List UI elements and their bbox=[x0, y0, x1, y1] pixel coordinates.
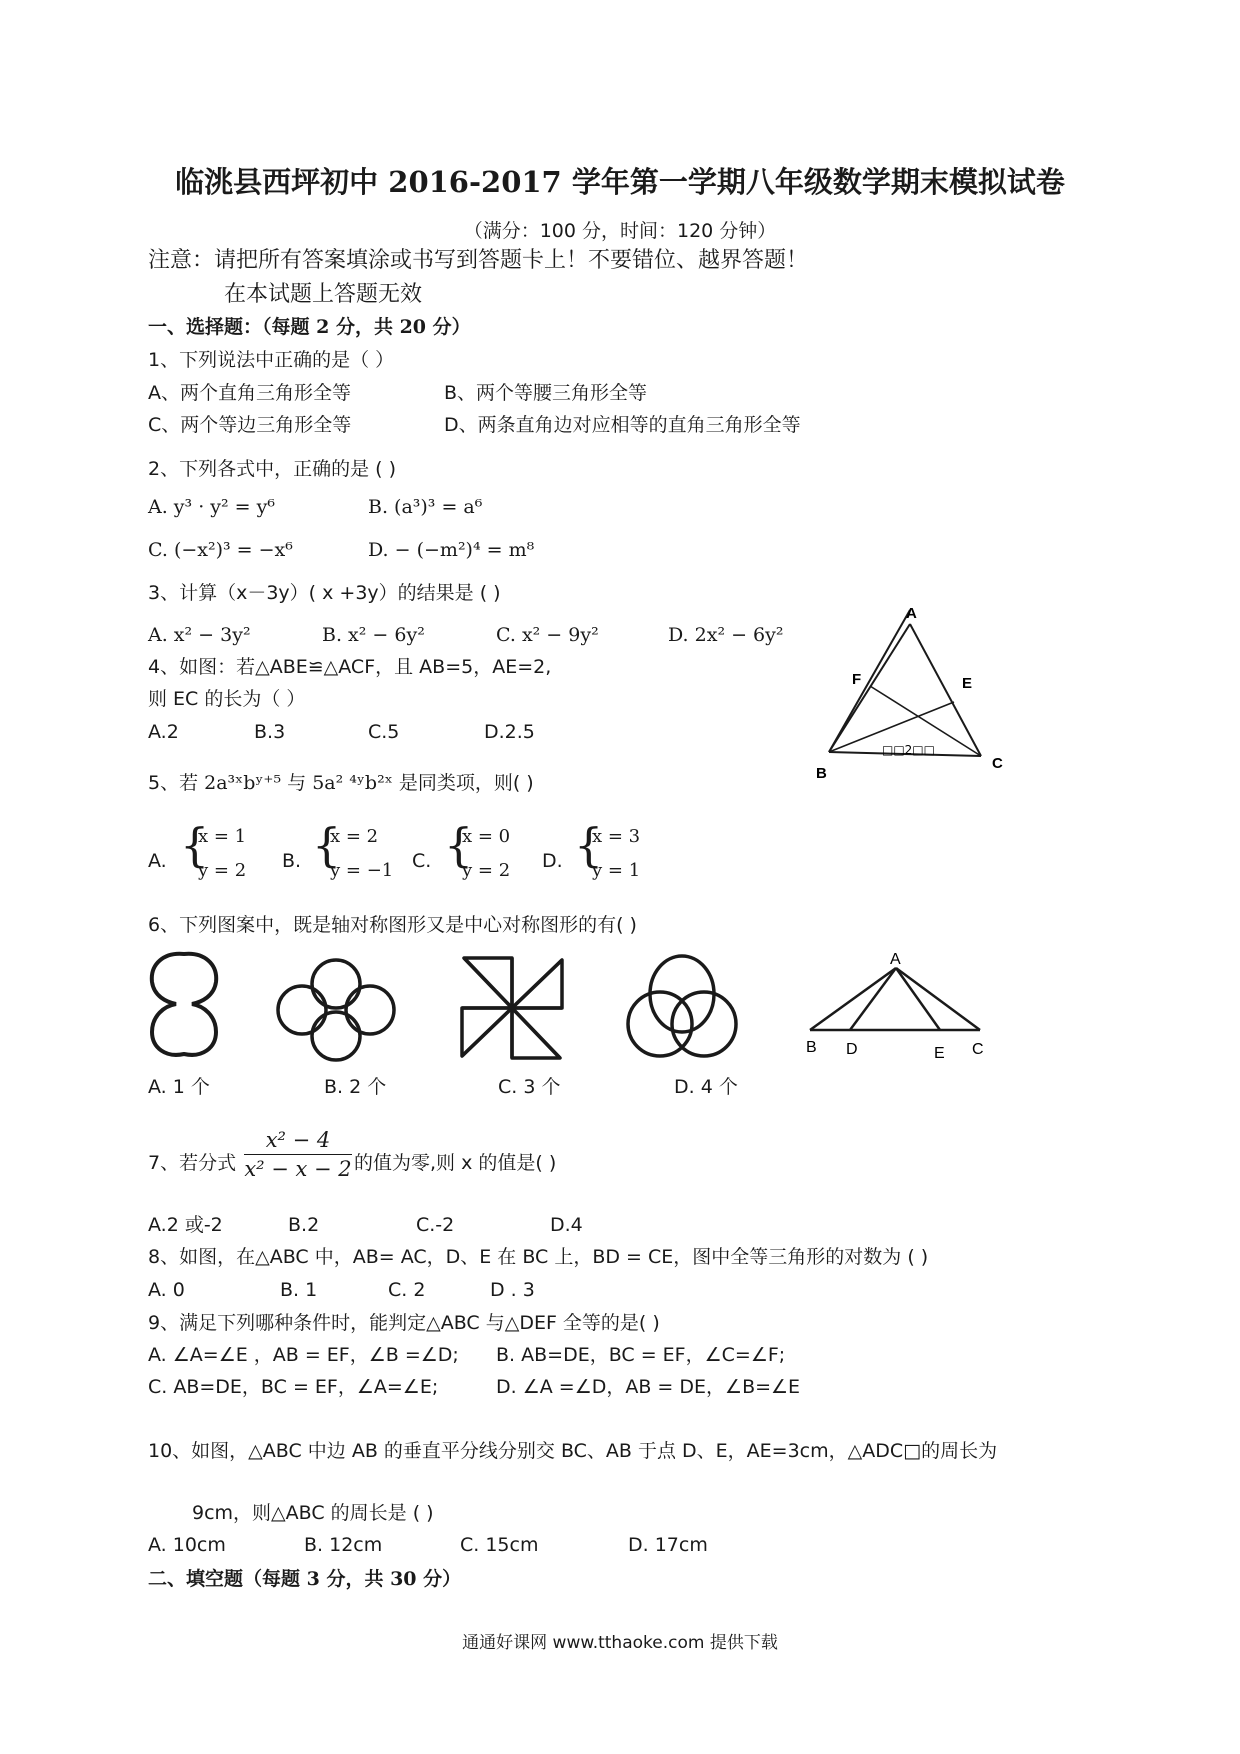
q4-label-c: C bbox=[992, 755, 1003, 772]
q10-option-a: A. 10cm bbox=[148, 1534, 226, 1556]
q8-label-b: B bbox=[806, 1039, 817, 1056]
q9-stem: 9、满足下列哪种条件时，能判定△ABC 与△DEF 全等的是( ) bbox=[148, 1312, 660, 1334]
q5-term-2: 5a² ⁴ʸb²ˣ bbox=[312, 772, 393, 794]
notice-line-2: 在本试题上答题无效 bbox=[224, 282, 423, 307]
q1-stem: 1、下列说法中正确的是（ ） bbox=[148, 349, 395, 371]
q4-option-d: D.2.5 bbox=[484, 721, 535, 743]
q8-option-d: D . 3 bbox=[490, 1279, 535, 1301]
q7-option-b: B.2 bbox=[288, 1214, 320, 1236]
q5-option-c-label: C. bbox=[412, 850, 432, 872]
notice-line-1: 注意：请把所有答案填涂或书写到答题卡上！不要错位、越界答题！ bbox=[148, 248, 809, 273]
q1-option-d: D、两条直角边对应相等的直角三角形全等 bbox=[444, 414, 801, 436]
q7-fraction bbox=[244, 1128, 352, 1181]
q8-option-c: C. 2 bbox=[388, 1279, 426, 1301]
q4-figure-caption: □□2□□ bbox=[882, 743, 935, 757]
q9-option-a: A. ∠A=∠E ，AB = EF，∠B =∠D; bbox=[148, 1344, 459, 1366]
q6-pattern-1 bbox=[146, 948, 222, 1062]
q8-label-c: C bbox=[972, 1041, 984, 1058]
q6-pattern-4 bbox=[622, 950, 742, 1066]
q5-option-c: { x = 0 y = 2 bbox=[444, 818, 511, 881]
q4-option-c: C.5 bbox=[368, 721, 400, 743]
q6-option-c: C. 3 个 bbox=[498, 1076, 561, 1098]
q2-stem: 2、下列各式中，正确的是 ( ) bbox=[148, 458, 396, 480]
q10-option-b: B. 12cm bbox=[304, 1534, 383, 1556]
q4-label-f: F bbox=[852, 671, 862, 688]
q2-option-d: D. − (−m²)⁴ = m⁸ bbox=[368, 539, 535, 561]
q9-option-b: B. AB=DE，BC = EF，∠C=∠F; bbox=[496, 1344, 786, 1366]
q8-label-d: D bbox=[846, 1041, 858, 1058]
q6-pattern-2 bbox=[272, 954, 402, 1066]
q4-triangle-figure bbox=[816, 605, 1020, 782]
q3-option-c: C. x² − 9y² bbox=[496, 624, 599, 646]
q8-option-b: B. 1 bbox=[280, 1279, 318, 1301]
q10-option-d: D. 17cm bbox=[628, 1534, 708, 1556]
q7-denominator: x² − x − 2 bbox=[244, 1157, 352, 1181]
q3-option-b: B. x² − 6y² bbox=[322, 624, 425, 646]
q8-option-a: A. 0 bbox=[148, 1279, 185, 1301]
q6-option-b: B. 2 个 bbox=[324, 1076, 387, 1098]
q3-option-a: A. x² − 3y² bbox=[148, 624, 251, 646]
q5-stem: 5、若 2a³ˣbʸ⁺⁵ 与 5a² ⁴ʸb²ˣ 是同类项，则( ) bbox=[148, 772, 534, 794]
q1-option-a: A、两个直角三角形全等 bbox=[148, 382, 351, 404]
q4-stem-2: 则 EC 的长为（ ） bbox=[148, 688, 306, 710]
section-1-heading: 一、选择题：（每题 2 分，共 20 分） bbox=[148, 316, 471, 338]
q3-stem: 3、计算（x－3y）( x +3y）的结果是 ( ) bbox=[148, 582, 501, 604]
q7-option-c: C.-2 bbox=[416, 1214, 455, 1236]
q5-option-a-label: A. bbox=[148, 850, 167, 872]
section-2-heading: 二、填空题（每题 3 分，共 30 分） bbox=[148, 1568, 462, 1590]
q4-stem: 4、如图：若△ABE≌△ACF，且 AB=5，AE=2, bbox=[148, 656, 552, 678]
q5-option-b-label: B. bbox=[282, 850, 302, 872]
q8-stem: 8、如图，在△ABC 中，AB= AC，D、E 在 BC 上，BD = CE，图中全等三角形的对数为 ( ) bbox=[148, 1246, 929, 1268]
q5-option-b: { x = 2 y = −1 bbox=[312, 818, 394, 881]
exam-info: （满分：100 分，时间：120 分钟） bbox=[463, 220, 777, 242]
q10-stem-2: 9cm，则△ABC 的周长是 ( ) bbox=[192, 1502, 434, 1524]
q8-label-a: A bbox=[890, 951, 901, 968]
q10-stem: 10、如图，△ABC 中边 AB 的垂直平分线分别交 BC、AB 于点 D、E，AE=3cm，△ADC□的周长为 bbox=[148, 1440, 998, 1462]
q4-option-b: B.3 bbox=[254, 721, 286, 743]
q6-option-d: D. 4 个 bbox=[674, 1076, 738, 1098]
q6-option-a: A. 1 个 bbox=[148, 1076, 210, 1098]
q3-option-d: D. 2x² − 6y² bbox=[668, 624, 784, 646]
q7-option-d: D.4 bbox=[550, 1214, 583, 1236]
q5-option-d-label: D. bbox=[542, 850, 563, 872]
q9-option-c: C. AB=DE，BC = EF，∠A=∠E; bbox=[148, 1376, 439, 1398]
q2-option-a: A. y³ · y² = y⁶ bbox=[148, 496, 275, 518]
q8-triangle-figure bbox=[804, 948, 1004, 1068]
q6-stem: 6、下列图案中，既是轴对称图形又是中心对称图形的有( ) bbox=[148, 914, 637, 936]
q1-option-b: B、两个等腰三角形全等 bbox=[444, 382, 648, 404]
q5-option-a: { x = 1 y = 2 bbox=[180, 818, 247, 881]
q5-term-1: 2a³ˣbʸ⁺⁵ bbox=[204, 772, 282, 794]
q4-label-e: E bbox=[962, 675, 973, 692]
q5-option-d: { x = 3 y = 1 bbox=[574, 818, 641, 881]
footer-credit: 通通好课网 www.tthaoke.com 提供下载 bbox=[462, 1633, 778, 1653]
q2-option-b: B. (a³)³ = a⁶ bbox=[368, 496, 483, 518]
q7-stem-prefix: 7、若分式 bbox=[148, 1152, 237, 1174]
q9-option-d: D. ∠A =∠D，AB = DE，∠B=∠E bbox=[496, 1376, 801, 1398]
q2-option-c: C. (−x²)³ = −x⁶ bbox=[148, 539, 293, 561]
q4-label-a: A bbox=[906, 605, 917, 622]
q10-option-c: C. 15cm bbox=[460, 1534, 539, 1556]
page-title: 临洮县西坪初中 2016-2017 学年第一学期八年级数学期末模拟试卷 bbox=[175, 165, 1065, 199]
q7-option-a: A.2 或-2 bbox=[148, 1214, 223, 1236]
q6-pattern-3 bbox=[454, 950, 570, 1066]
q7-numerator: x² − 4 bbox=[265, 1128, 331, 1152]
q4-option-a: A.2 bbox=[148, 721, 179, 743]
q8-label-e: E bbox=[934, 1045, 945, 1062]
q7-stem-suffix: 的值为零,则 x 的值是( ) bbox=[354, 1152, 557, 1174]
q4-label-b: B bbox=[816, 765, 827, 782]
q1-option-c: C、两个等边三角形全等 bbox=[148, 414, 352, 436]
